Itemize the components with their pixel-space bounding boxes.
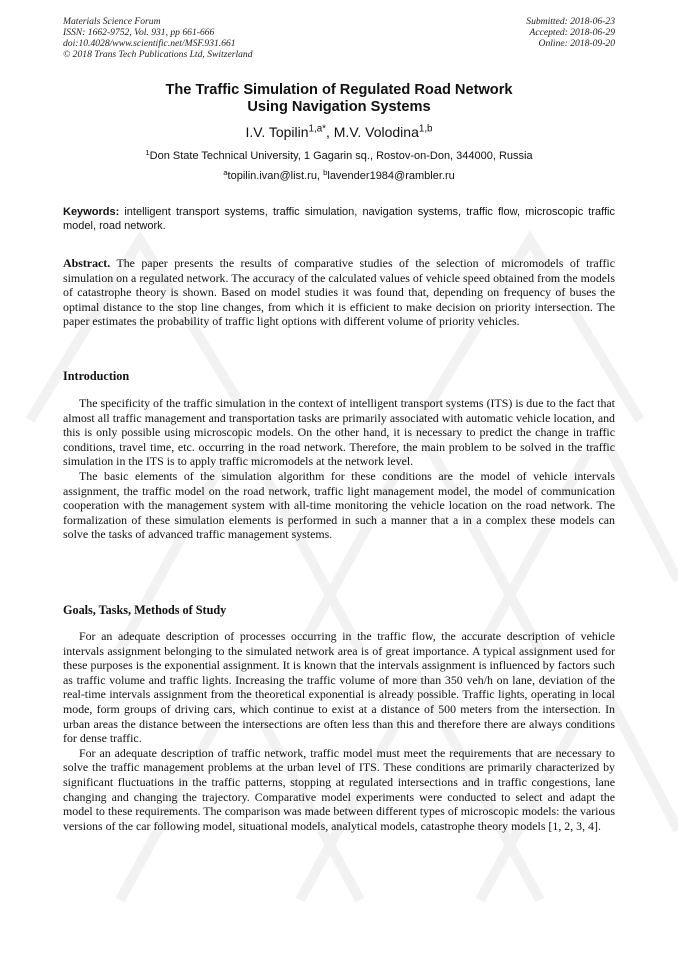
- title-line-2: Using Navigation Systems: [247, 99, 431, 115]
- copyright-line: © 2018 Trans Tech Publications Ltd, Switzerland: [63, 49, 253, 60]
- author-1-name: I.V. Topilin: [245, 124, 309, 140]
- submission-dates: [526, 16, 615, 49]
- keywords: [63, 205, 615, 233]
- introduction-section: [63, 396, 615, 542]
- doi-line: doi:10.4028/www.scientific.net/MSF.931.661: [63, 38, 236, 49]
- goals-paragraph-2: For an adequate description of traffic network, traffic model must meet the requirements that are necessary to solve the traffic management problems at the urban level of ITS. These conditions are primarily characterized by significant fluctuations in the traffic patterns, stopping at regulated intersections and in traffic congestions, lane changing and changing the trajectory. Comparative model experiments were conducted to select and adapt the model to these requirements. The comparison was made between different types of microscopic models: the various versions of the car following model, situational models, analytical models, catastrophe theory models [1, 2, 3, 4].: [63, 745, 615, 833]
- keywords-label: Keywords:: [63, 206, 120, 218]
- email-a-link[interactable]: topilin.ivan@list.ru: [227, 170, 317, 182]
- issn-line: ISSN: 1662-9752, Vol. 931, pp 661-666: [63, 27, 215, 38]
- affiliation-text: Don State Technical University, 1 Gagarin sq., Rostov-on-Don, 344000, Russia: [149, 150, 533, 162]
- submitted-date: Submitted: 2018-06-23: [526, 16, 615, 27]
- author-1-sup: 1,a*: [308, 123, 326, 135]
- accepted-date: Accepted: 2018-06-29: [529, 27, 615, 38]
- author-2-name: M.V. Volodina: [333, 124, 419, 140]
- affiliation-sup: 1: [145, 147, 150, 157]
- author-emails: [63, 167, 615, 182]
- journal-info: [63, 16, 253, 60]
- author-2-sup: 1,b: [418, 123, 433, 135]
- goals-heading: Goals, Tasks, Methods of Study: [63, 603, 227, 617]
- title-line-1: The Traffic Simulation of Regulated Road Network: [165, 82, 513, 98]
- online-date: Online: 2018-09-20: [538, 38, 615, 49]
- goals-paragraph-1: For an adequate description of processes occurring in the traffic flow, the accurate description of vehicle intervals assignment belonging to the simulated network area is of great importance. A typical assignment used for these purposes is the exponential assignment. It is known that the intervals assignment is influenced by factors such as traffic volume and traffic lights. Increasing the traffic volume of more than 350 veh/h on lane, deviation of the real-time intervals assignment from the theoretical exponential is already possible. Traffic lights, operating in local mode, form groups of driving cars, which continue to exist at a distance of 500 meters from the intersection. In urban areas the distance between the intersections are often less than this and therefore there are always conditions for dense traffic.: [63, 629, 615, 746]
- abstract: [63, 256, 615, 329]
- abstract-label: Abstract.: [63, 256, 111, 270]
- introduction-paragraph-2: The basic elements of the simulation algorithm for these conditions are the model of vehicle intervals assignment, the traffic model on the road network, traffic light management model, the model of communication cooperation with the management system with all-time monitoring the vehicle location on the road network. The formalization of these simulation elements is performed in such a manner that a in a complex these models can solve the tasks of advanced traffic management systems.: [63, 468, 615, 542]
- affiliation: [63, 147, 615, 162]
- paper-title: [63, 82, 615, 116]
- journal-name: Materials Science Forum: [63, 16, 161, 27]
- introduction-heading: Introduction: [63, 369, 130, 383]
- keywords-text: intelligent transport systems, traffic simulation, navigation systems, traffic flow, microscopic traffic model, road network.: [63, 206, 615, 232]
- introduction-paragraph-1: The specificity of the traffic simulation in the context of intelligent transport systems (ITS) is due to the fact that almost all traffic management and transportation tasks are primarily associated with automatic vehicle location, and this is only possible using microscopic models. On the other hand, it is necessary to predict the change in traffic conditions, travel time, etc. occurring in the road network. Therefore, the main problem to be solved in the traffic simulation in the ITS is to apply traffic micromodels at the network level.: [63, 396, 615, 469]
- email-separator: ,: [316, 170, 324, 182]
- email-a-sup: a: [223, 167, 228, 177]
- goals-section: [63, 629, 615, 833]
- abstract-text: The paper presents the results of comparative studies of the selection of micromodels of traffic simulation on a regulated network. The accuracy of the calculated values of vehicle speed obtained from the models of catastrophe theory is shown. Based on model studies it was found that, depending on frequency of buses the optimal distance to the stop line changes, from which it is efficient to make decision on priority intersection. The paper estimates the probability of traffic light options with different volume of priority vehicles.: [63, 256, 615, 329]
- email-b-sup: b: [323, 167, 328, 177]
- email-b-link[interactable]: lavender1984@rambler.ru: [327, 170, 455, 182]
- author-separator: ,: [325, 124, 334, 140]
- authors: [63, 124, 615, 140]
